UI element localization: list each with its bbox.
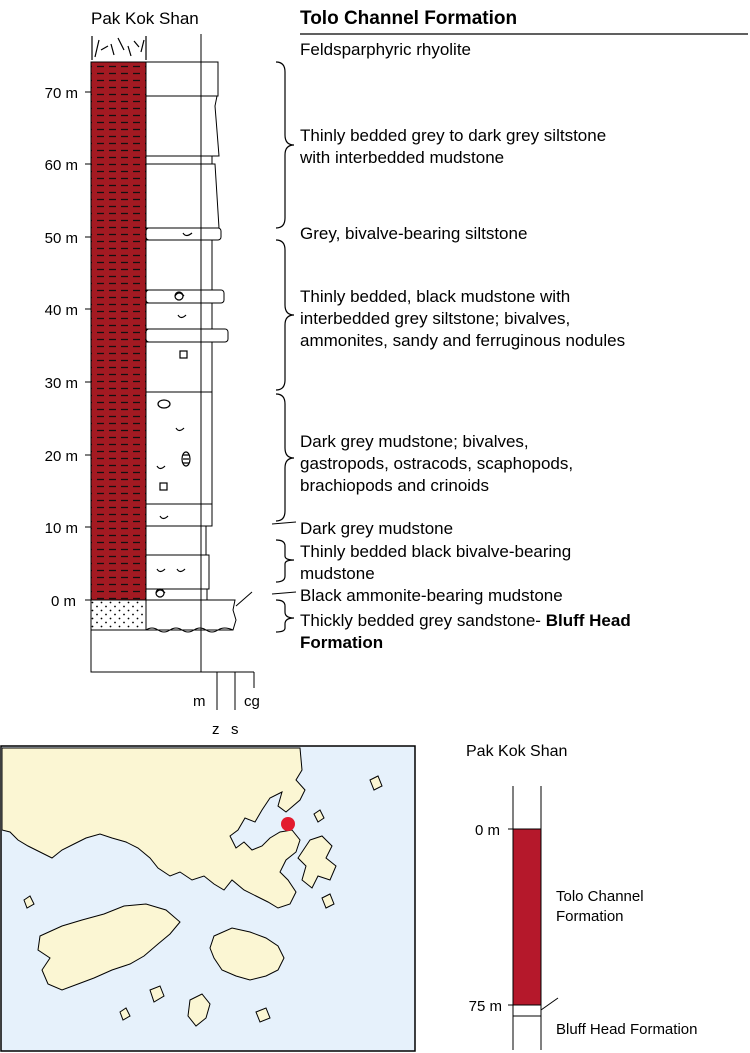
depth-tick-label: 30 m (44, 375, 78, 392)
depth-axis (45, 85, 91, 610)
description-braces (276, 62, 294, 632)
description-rhyolite: Feldsparphyric rhyolite (300, 40, 472, 59)
summary-base-unit-label: Bluff Head Formation (556, 1021, 698, 1038)
description-bivalve-mudstone: Thinly bedded black bivalve-bearing mudstone (300, 542, 572, 583)
grain-size-label-cg: cg (244, 693, 260, 710)
sandstone-base (91, 600, 146, 630)
summary-bottom-label: 75 m (468, 998, 502, 1015)
depth-tick-label: 10 m (44, 520, 78, 537)
summary-tolo-bar (513, 829, 541, 1005)
mudstone-column (91, 62, 146, 600)
description-black-mudstone: Thinly bedded, black mudstone with interbedded grey siltstone; bivalves, ammonites, sandy and ferruginous nodules (300, 287, 626, 350)
summary-location-label: Pak Kok Shan (466, 743, 568, 760)
grain-size-label-m: m (193, 693, 206, 710)
description-siltstone-upper: Thinly bedded grey to dark grey siltstone with interbedded mudstone (300, 126, 607, 167)
contact-marker (236, 592, 252, 606)
column-location-label: Pak Kok Shan (91, 9, 199, 28)
description-ammonite-mudstone: Black ammonite-bearing mudstone (300, 586, 563, 605)
summary-contact-marker (541, 998, 558, 1010)
grain-size-scale (91, 630, 254, 710)
grain-size-label-z: z (212, 721, 220, 738)
description-dark-grey-fossil-mudstone: Dark grey mudstone; bivalves, gastropods, ostracods, scaphopods, brachiopods and crinoids (300, 432, 574, 495)
summary-top-label: 0 m (474, 822, 500, 839)
depth-tick-label: 20 m (44, 448, 78, 465)
depth-tick-label: 40 m (44, 302, 78, 319)
stratigraphic-column (45, 9, 260, 738)
description-dark-grey-mudstone: Dark grey mudstone (300, 519, 454, 538)
depth-tick-label: 0 m (50, 593, 76, 610)
rhyolite-symbol (92, 36, 146, 60)
location-map (1, 746, 415, 1051)
depth-tick-label: 50 m (44, 230, 78, 247)
grain-size-label-s: s (231, 721, 239, 738)
contact-marker (272, 592, 296, 594)
depth-tick-label: 60 m (44, 157, 78, 174)
summary-column (466, 743, 697, 1050)
formation-title: Tolo Channel Formation (300, 8, 518, 29)
summary-unit-label: Tolo Channel Formation (556, 888, 644, 925)
grain-size-profile (146, 62, 236, 630)
formation-descriptions (236, 8, 748, 652)
description-sandstone-base: Thickly bedded grey sandstone- Bluff Head Formation (300, 611, 631, 652)
contact-marker (272, 522, 296, 524)
description-bivalve-siltstone: Grey, bivalve-bearing siltstone (300, 224, 528, 243)
location-marker (281, 817, 295, 831)
depth-tick-label: 70 m (44, 85, 78, 102)
